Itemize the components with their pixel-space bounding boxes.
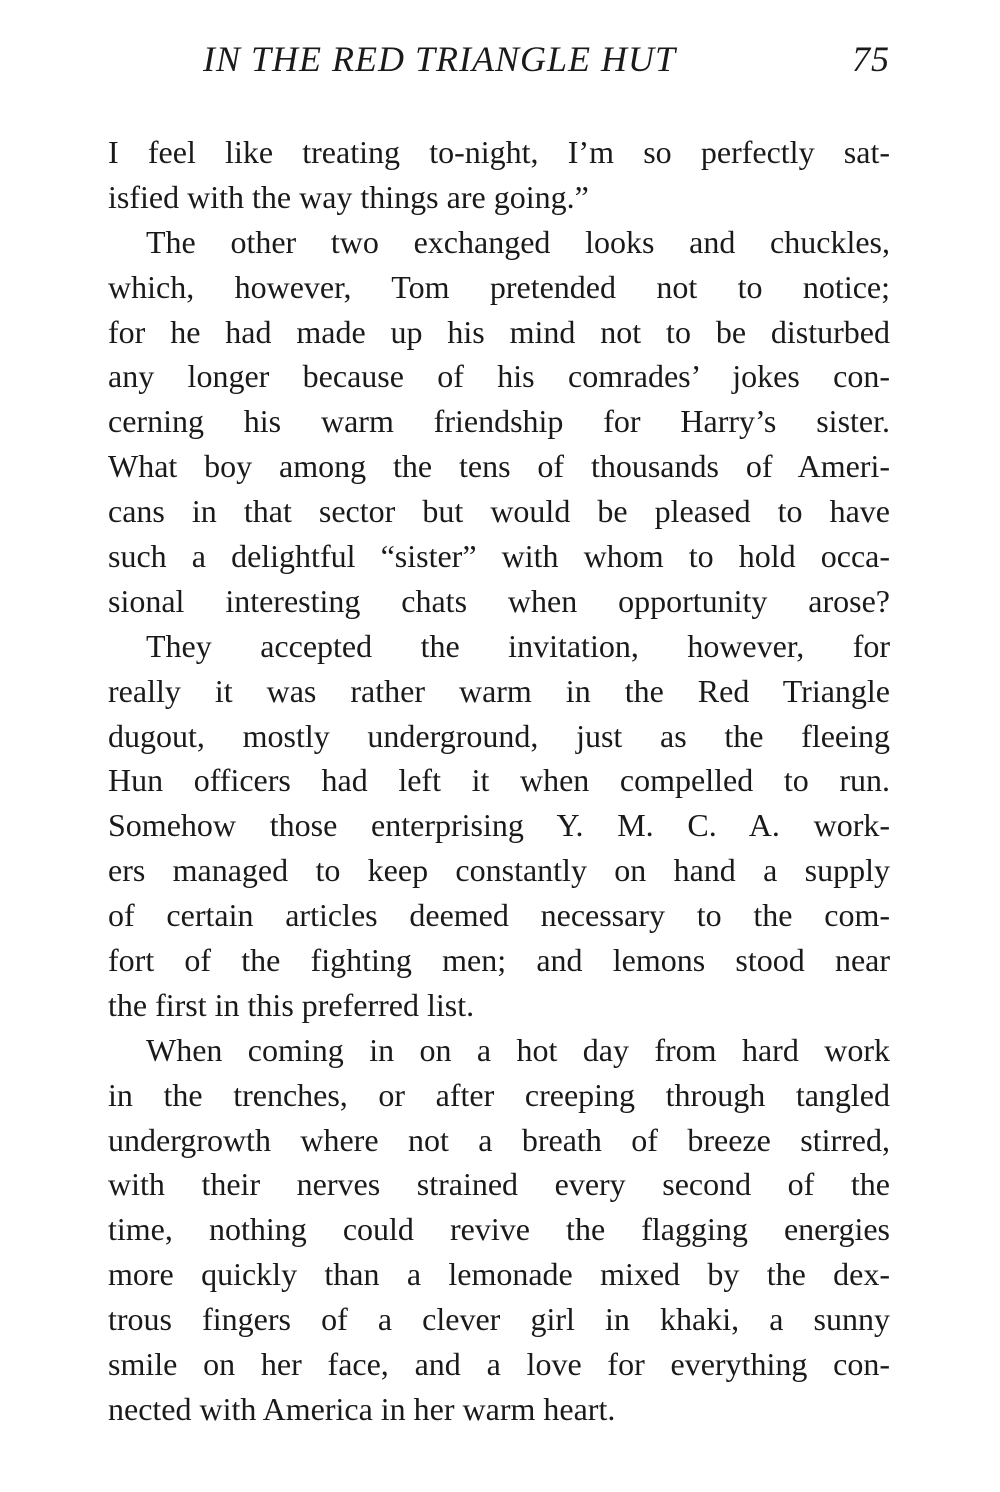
text-line: nected with America in her warm heart. — [108, 1390, 616, 1427]
text-line: I feel like treating to-night, I’m so perfectly sat- — [108, 134, 890, 170]
text-line: isfied with the way things are going.” — [108, 178, 589, 215]
text-line: Somehow those enterprising Y. M. C. A. work- — [108, 807, 890, 844]
text-line: which, however, Tom pretended not to notice; — [108, 268, 890, 305]
text-line: The other two exchanged looks and chuckles, — [146, 223, 890, 260]
text-line: cans in that sector but would be pleased to have — [108, 493, 890, 530]
text-line: fort of the fighting men; and lemons stood near — [108, 942, 890, 979]
text-line: dugout, mostly underground, just as the fleeing — [108, 717, 890, 754]
text-line: with their nerves strained every second of the — [108, 1166, 890, 1203]
text-line: really it was rather warm in the Red Triangle — [108, 672, 890, 709]
text-line: undergrowth where not a breath of breeze stirred, — [108, 1121, 890, 1158]
running-head — [108, 34, 890, 86]
text-line: trous fingers of a clever girl in khaki, a sunny — [108, 1301, 890, 1338]
text-line: What boy among the tens of thousands of Ameri- — [108, 448, 890, 485]
text-line: When coming in on a hot day from hard work — [146, 1031, 890, 1068]
text-line: of certain articles deemed necessary to the com- — [108, 897, 890, 934]
text-line: cerning his warm friendship for Harry’s sister. — [108, 403, 890, 440]
text-line: smile on her face, and a love for everything con- — [108, 1346, 890, 1383]
body-text — [108, 130, 890, 1432]
page-number: 75 — [852, 39, 890, 79]
text-line: for he had made up his mind not to be disturbed — [108, 313, 890, 350]
text-line: They accepted the invitation, however, for — [146, 627, 890, 664]
text-line: such a delightful “sister” with whom to hold occa- — [108, 538, 890, 575]
running-title: IN THE RED TRIANGLE HUT — [203, 39, 677, 79]
text-line: the first in this preferred list. — [108, 986, 475, 1023]
text-line: Hun officers had left it when compelled to run. — [108, 762, 890, 799]
text-line: time, nothing could revive the flagging energies — [108, 1211, 890, 1248]
text-line: ers managed to keep constantly on hand a supply — [108, 852, 890, 889]
text-line: any longer because of his comrades’ jokes con- — [108, 358, 890, 395]
text-line: more quickly than a lemonade mixed by the dex- — [108, 1256, 890, 1293]
text-line: in the trenches, or after creeping through tangled — [108, 1076, 890, 1113]
text-line: sional interesting chats when opportunity arose? — [108, 582, 890, 619]
